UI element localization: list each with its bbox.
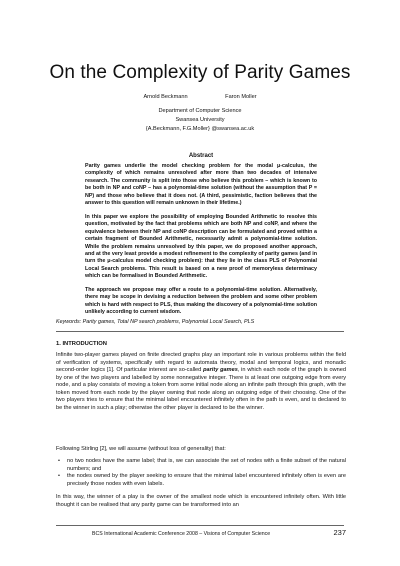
paper-title: On the Complexity of Parity Games (49, 62, 351, 83)
text-run: , in which each node of the graph is owned by one of the two players and labelled by some nonnegative integer. There is at least one outgoing edge from every node, and a play consists of moving a token from some initial node along an infinite path through this graph, with the token moved from each node by the player owning that node along an outgoing edge of their choosing. One of the two players tries to ensure that the minimal label encountered infinitely often in the path is even, and is declared to be the winner in such a play; otherwise the other player is declared to be the winner. (56, 367, 346, 411)
section-heading: 1. INTRODUCTION (56, 341, 107, 347)
university: Swansea University (175, 117, 225, 123)
author-name: Arnold Beckmann (143, 94, 188, 100)
abstract (85, 152, 317, 323)
conference-name: BCS International Academic Conference 2008 – Visions of Computer Science (92, 531, 271, 537)
bullet-list (56, 458, 346, 488)
author-emails: {A.Beckmann, F.G.Moller} @swansea.ac.uk (145, 126, 255, 132)
list-item: • no two nodes have the same label; that is, we can associate the set of nodes with a finite subset of the natural numbers; and (56, 458, 346, 473)
keywords: Keywords: Parity games, Total NP search problems, Polynomial Local Search, PLS (56, 319, 255, 325)
abstract-heading: Abstract (188, 153, 214, 159)
affiliation (0, 107, 400, 134)
page-number: 237 (333, 528, 346, 537)
author-name: Faron Moller (225, 94, 257, 100)
author-list (0, 94, 400, 101)
abstract-paragraph: Parity games underlie the model checking problem for the modal μ-calculus, the complexity of which remains unresolved after more than two decades of intensive research. The community is split into those who believe this problem – which is known to be both in NP and coNP – has a polynomial-time solution (without the assumption that P = NP) and those who believe that it does not. (A third, pessimistic, faction believes that the answer to this question will remain unknown in their lifetime.) (85, 163, 317, 207)
emphasized-term: parity games (203, 367, 238, 374)
divider (56, 331, 344, 332)
footer-divider (56, 525, 344, 526)
body-paragraph (56, 352, 346, 412)
abstract-paragraph: In this paper we explore the possibility of employing Bounded Arithmetic to resolve this question, motivated by the fact that problems which are both NP and coNP, and where the equivalence between their NP and coNP description can be formulated and proved within a certain fragment of Bounded Arithmetic, necessarily admit a polynomial-time solution. While the problem remains unresolved by this paper, we do proposed another approach, and at the very least provide a modest refinement to the complexity of parity games (and in turn the μ-calculus model checking problem): that they lie in the class PLS of Polynomial Local Search problems. This result is based on a new proof of memoryless determinacy which can be formalised in Bounded Arithmetic. (85, 213, 317, 280)
text-run: Infinite two-player games played on finite directed graphs play an important role in various problems within the field of verification of systems, specifically with regard to automata theory, modal and temporal logics, and monadic second-order logics [1]. Of particular interest are so-called (56, 352, 346, 374)
abstract-paragraph: The approach we propose may offer a route to a polynomial-time solution. Alternatively, there may be scope in devising a reduction between the problem and some other problem which is hard with respect to PLS, thus making the discovery of a polynomial-time solution unlikely according to current wisdom. (85, 286, 317, 316)
list-item: • the nodes owned by the player seeking to ensure that the minimal label encountered infinitely often is even are precisely those nodes with even labels. (56, 473, 346, 488)
body-paragraph: Following Stirling [2], we will assume (without loss of generality) that: (56, 446, 226, 452)
body-paragraph: In this way, the winner of a play is the owner of the smallest node which is encountered infinitely often. With little thought it can be realised that any parity game can be transformed into an (56, 494, 346, 508)
department: Department of Computer Science (158, 108, 242, 114)
